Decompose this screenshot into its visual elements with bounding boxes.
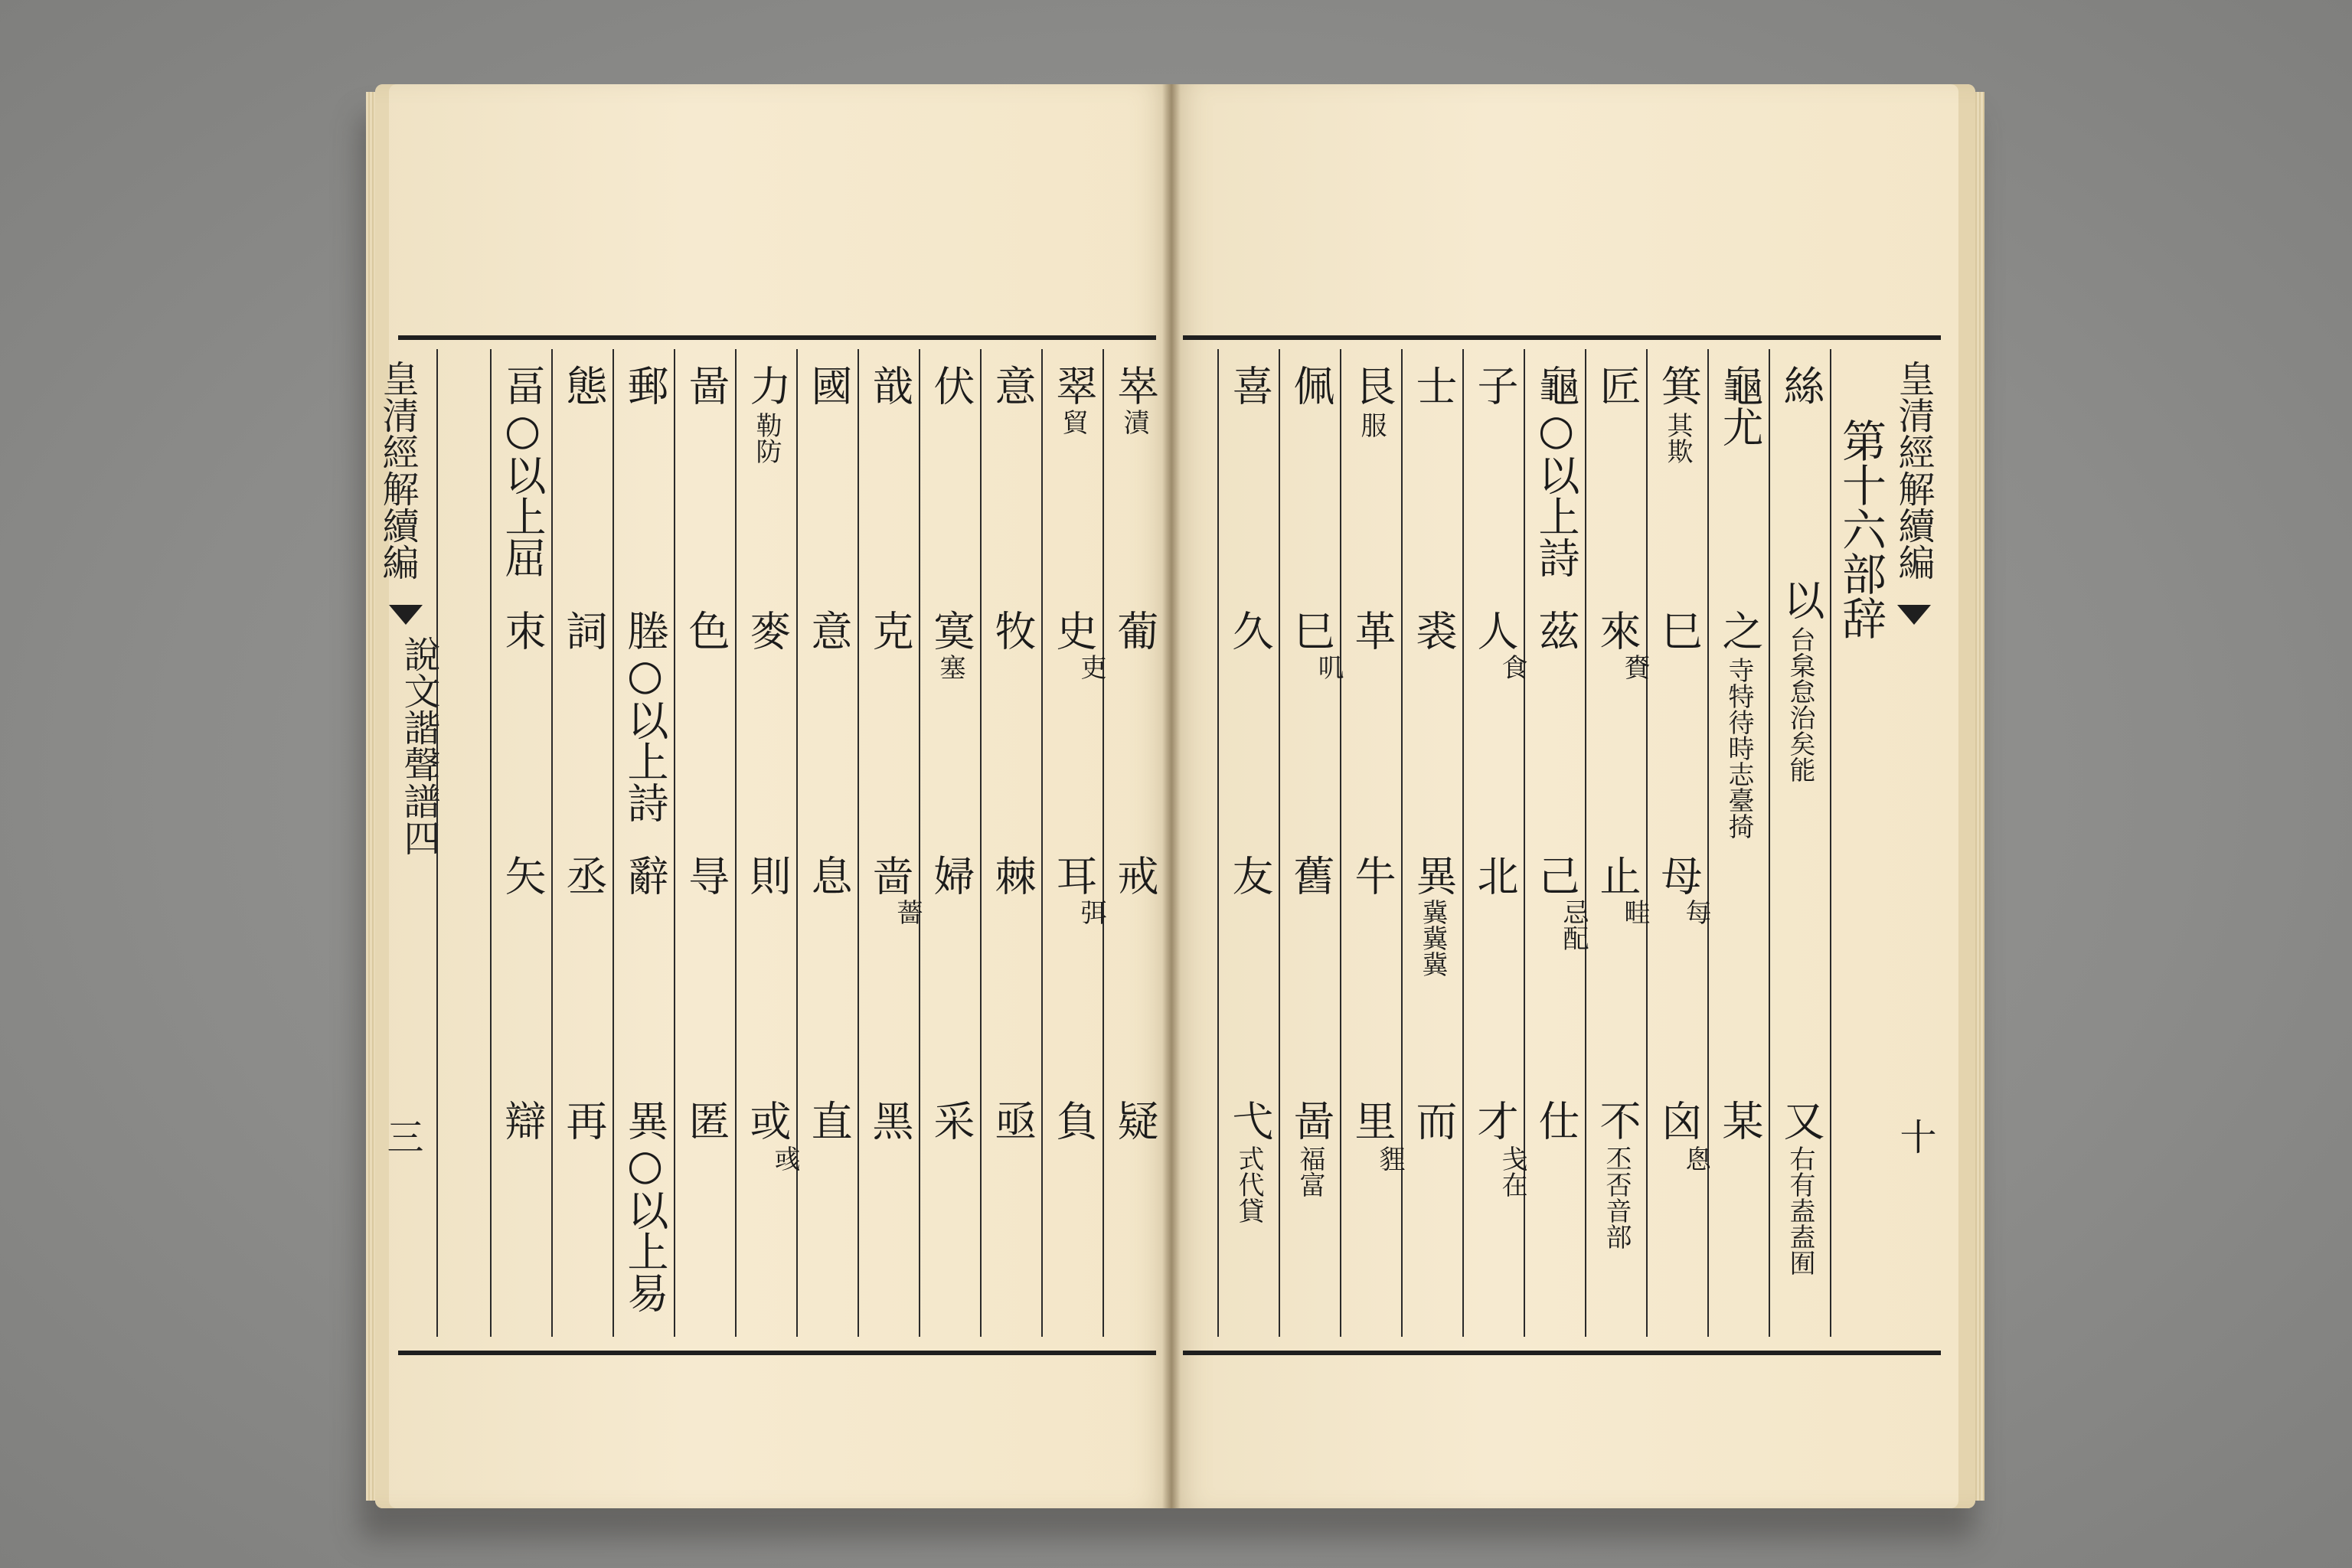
col-char: 不 bbox=[1593, 1099, 1642, 1141]
col-char: 詞 bbox=[560, 609, 608, 651]
col-char: 葡 bbox=[1111, 609, 1159, 651]
col-char: 舊 bbox=[1287, 854, 1335, 896]
left-col-11 bbox=[490, 349, 550, 1337]
col-char: 囟 bbox=[1655, 1099, 1703, 1141]
col-note: 右有盍盍囿 bbox=[1785, 1145, 1815, 1276]
col-char: 辭 bbox=[621, 854, 669, 896]
col-char: 才 bbox=[1471, 1099, 1519, 1141]
right-col-4 bbox=[1585, 349, 1650, 1337]
left-margin-title: 皇清經解續編 bbox=[376, 360, 419, 580]
left-col-4 bbox=[919, 349, 978, 1337]
col-char: 之 bbox=[1716, 609, 1764, 651]
col-head: 匠 bbox=[1593, 364, 1642, 406]
col-note: 式代貸 bbox=[1233, 1145, 1264, 1223]
col-char: 棘 bbox=[988, 854, 1037, 896]
col-head: 郵 bbox=[621, 364, 669, 406]
col-char: 母 bbox=[1655, 854, 1703, 896]
col-char: 亟 bbox=[988, 1099, 1037, 1141]
col-char: 朿 bbox=[498, 609, 547, 651]
col-char: 直 bbox=[805, 1099, 853, 1141]
col-note: 吏 bbox=[1076, 654, 1106, 680]
col-char: 或 bbox=[743, 1099, 792, 1141]
col-char: 革 bbox=[1348, 609, 1396, 651]
left-col-7 bbox=[735, 349, 800, 1337]
col-head: 士 bbox=[1410, 364, 1458, 406]
col-head: 伏 bbox=[927, 364, 975, 406]
col-note: 服 bbox=[1356, 412, 1387, 438]
right-col-3 bbox=[1646, 349, 1711, 1337]
col-char: 仕 bbox=[1532, 1099, 1580, 1141]
col-char: 牧 bbox=[988, 609, 1037, 651]
col-char: 㝵 bbox=[682, 854, 730, 896]
col-char: 來 bbox=[1593, 609, 1642, 651]
left-col-border bbox=[436, 349, 496, 1337]
col-note: 叽 bbox=[1313, 654, 1344, 680]
col-head: 絲 bbox=[1777, 364, 1825, 406]
col-note: 弭 bbox=[1076, 899, 1106, 925]
col-char: 戒 bbox=[1111, 854, 1159, 896]
col-note: 貍 bbox=[1374, 1145, 1405, 1171]
col-note: 福富 bbox=[1295, 1145, 1325, 1197]
left-margin-folio: 三 bbox=[381, 1118, 423, 1155]
col-char: 則 bbox=[743, 854, 792, 896]
left-margin-book-title: 說文諧聲譜四 bbox=[397, 635, 440, 856]
col-char: 婦 bbox=[927, 854, 975, 896]
col-char: 異 bbox=[1410, 854, 1458, 896]
right-col-2 bbox=[1707, 349, 1767, 1337]
col-char: 久 bbox=[1226, 609, 1274, 651]
col-head: 佩 bbox=[1287, 364, 1335, 406]
col-char: 又 bbox=[1777, 1099, 1825, 1141]
col-note: 貿 bbox=[1057, 409, 1088, 435]
col-head: 崒 bbox=[1111, 364, 1159, 406]
col-char: 里 bbox=[1348, 1099, 1396, 1141]
col-head: 子 bbox=[1471, 364, 1519, 406]
col-char: 矢 bbox=[498, 854, 547, 896]
col-char: 巳 bbox=[1655, 609, 1703, 651]
col-char: 啬 bbox=[866, 854, 914, 896]
col-char: 裘 bbox=[1410, 609, 1458, 651]
col-char: 以 bbox=[1777, 579, 1825, 620]
col-note: 冀冀冀 bbox=[1417, 899, 1448, 977]
right-col-6 bbox=[1462, 349, 1527, 1337]
col-char: 牛 bbox=[1348, 854, 1396, 896]
col-char: 麥 bbox=[743, 609, 792, 651]
col-char: 再 bbox=[560, 1099, 608, 1141]
col-char: 友 bbox=[1226, 854, 1274, 896]
col-char: 巳 bbox=[1287, 609, 1335, 651]
col-note: 悤 bbox=[1681, 1145, 1711, 1171]
col-char: 黑 bbox=[866, 1099, 914, 1141]
right-col-7 bbox=[1401, 349, 1461, 1337]
right-col-9 bbox=[1279, 349, 1344, 1337]
left-col-5 bbox=[858, 349, 923, 1337]
right-col-5 bbox=[1524, 349, 1589, 1337]
left-col-2 bbox=[1041, 349, 1106, 1337]
col-note: 薔 bbox=[892, 899, 923, 925]
book-gutter bbox=[1162, 84, 1181, 1508]
col-note: 丕否音部 bbox=[1601, 1145, 1632, 1250]
col-char: 史 bbox=[1050, 609, 1098, 651]
col-char: 克 bbox=[866, 609, 914, 651]
col-char: 異○以上易 bbox=[621, 1099, 669, 1313]
col-char: 意 bbox=[805, 609, 853, 651]
col-char: 寞 bbox=[927, 609, 975, 651]
col-char: 某 bbox=[1716, 1099, 1764, 1141]
col-note: 勒防 bbox=[751, 412, 782, 464]
fish-tail-mark-left bbox=[389, 605, 423, 625]
right-title-col bbox=[1830, 349, 1890, 1337]
col-note: 彧 bbox=[769, 1145, 800, 1171]
col-head: 喜 bbox=[1226, 364, 1274, 406]
col-note: 每 bbox=[1681, 899, 1711, 925]
section-title: 第十六部辞 bbox=[1834, 418, 1886, 640]
left-col-3 bbox=[980, 349, 1040, 1337]
col-note: 塞 bbox=[935, 654, 965, 680]
col-head: 戠 bbox=[866, 364, 914, 406]
col-char: 丞 bbox=[560, 854, 608, 896]
col-head: 意 bbox=[988, 364, 1037, 406]
col-note: 食 bbox=[1497, 654, 1527, 680]
col-char: 茲 bbox=[1532, 609, 1580, 651]
col-char: 止 bbox=[1593, 854, 1642, 896]
right-col-8 bbox=[1340, 349, 1405, 1337]
col-char: 人 bbox=[1471, 609, 1519, 651]
col-note: 忌配 bbox=[1558, 899, 1589, 951]
col-char: 疑 bbox=[1111, 1099, 1159, 1141]
col-char: 息 bbox=[805, 854, 853, 896]
col-char: 負 bbox=[1050, 1099, 1098, 1141]
col-char: 耳 bbox=[1050, 854, 1098, 896]
col-note: 戋在 bbox=[1497, 1145, 1527, 1197]
col-head: 態 bbox=[560, 364, 608, 406]
col-char: 己 bbox=[1532, 854, 1580, 896]
right-col-10 bbox=[1217, 349, 1277, 1337]
col-head: 艮 bbox=[1348, 364, 1396, 406]
col-note: 寺特待時志臺掎 bbox=[1723, 657, 1754, 839]
col-head: 龜○以上詩 bbox=[1532, 364, 1580, 578]
col-char: 而 bbox=[1410, 1099, 1458, 1141]
bleed-through bbox=[1240, 84, 1286, 126]
left-col-8 bbox=[674, 349, 733, 1337]
col-char: 弋 bbox=[1226, 1099, 1274, 1141]
right-margin-folio: 十 bbox=[1893, 1118, 1936, 1155]
col-char: 匿 bbox=[682, 1099, 730, 1141]
col-char: 采 bbox=[927, 1099, 975, 1141]
col-head: 龜尤 bbox=[1716, 364, 1764, 447]
left-col-1 bbox=[1102, 349, 1162, 1337]
col-note: 漬 bbox=[1119, 409, 1149, 435]
left-col-9 bbox=[612, 349, 672, 1337]
col-note: 其欺 bbox=[1662, 412, 1693, 464]
col-char: 啚 bbox=[1287, 1099, 1335, 1141]
col-char: 辯 bbox=[498, 1099, 547, 1141]
col-char: 塍○以上詩 bbox=[621, 609, 669, 823]
left-col-10 bbox=[551, 349, 611, 1337]
col-char: 北 bbox=[1471, 854, 1519, 896]
col-note: 賚 bbox=[1619, 654, 1650, 680]
col-note: 畦 bbox=[1619, 899, 1650, 925]
col-note: 台枲怠治矣能 bbox=[1785, 626, 1815, 782]
col-char: 色 bbox=[682, 609, 730, 651]
col-head: 箕 bbox=[1655, 364, 1703, 406]
right-margin-title: 皇清經解續編 bbox=[1892, 360, 1935, 580]
left-col-6 bbox=[796, 349, 856, 1337]
right-col-1 bbox=[1769, 349, 1828, 1337]
col-head: 啚 bbox=[682, 364, 730, 406]
col-head: 國 bbox=[805, 364, 853, 406]
col-head: 翠 bbox=[1050, 364, 1098, 406]
col-head: 力 bbox=[743, 364, 792, 406]
col-head: 畐○以上屈 bbox=[498, 364, 547, 578]
fish-tail-mark-right bbox=[1897, 605, 1931, 625]
